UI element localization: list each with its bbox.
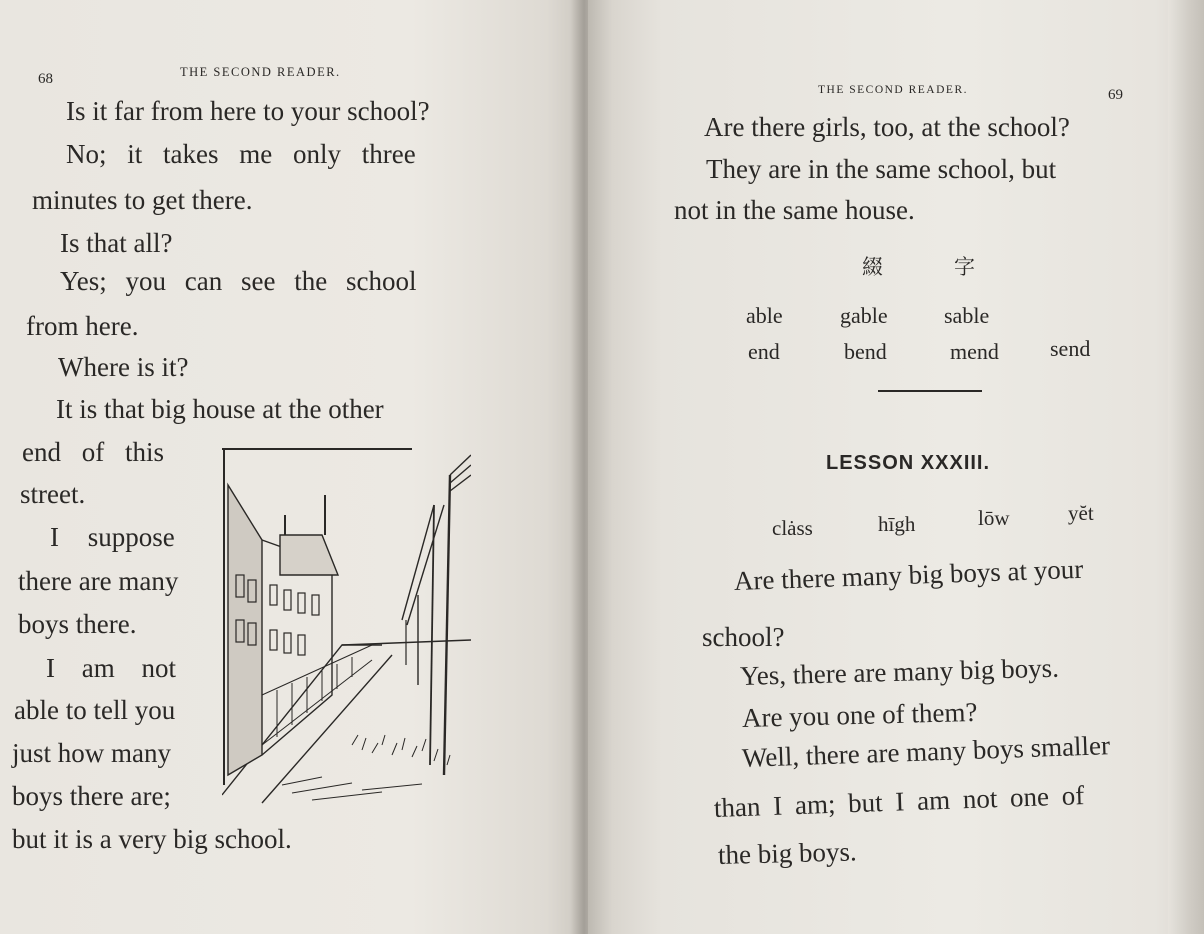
text-line: Are there many big boys at your [733, 553, 1084, 596]
spelling-word: sable [944, 303, 990, 328]
street-illustration [222, 445, 471, 808]
running-head: THE SECOND READER. [180, 65, 341, 79]
text-line: from here. [26, 311, 139, 341]
section-rule [878, 390, 982, 392]
lesson-title: LESSON XXXIII. [826, 452, 991, 474]
keyword: lōw [978, 506, 1010, 530]
text-line: I am not [46, 653, 176, 683]
text-line: not in the same house. [674, 195, 915, 225]
text-line: school? [702, 622, 785, 652]
text-line: Yes; you can see the school [60, 266, 417, 296]
spelling-word: send [1050, 336, 1091, 361]
text-line: Are you one of them? [741, 696, 978, 733]
text-line: but it is a very big school. [12, 824, 292, 854]
page-number: 68 [38, 71, 53, 87]
text-line: Are there girls, too, at the school? [704, 112, 1070, 142]
spelling-word: mend [950, 339, 999, 364]
spelling-word: gable [840, 303, 888, 328]
text-line: just how many [12, 738, 171, 768]
left-page [0, 0, 588, 934]
cjk-heading-char: 字 [954, 255, 975, 279]
page-edge [1168, 0, 1204, 934]
text-line: than I am; but I am not one of [713, 780, 1085, 823]
text-line: Where is it? [58, 352, 189, 382]
text-line: minutes to get there. [32, 185, 253, 215]
spelling-word: bend [844, 339, 887, 364]
page-number: 69 [1108, 87, 1123, 103]
spelling-word: end [748, 339, 780, 364]
text-line: Well, there are many boys smaller [741, 730, 1111, 773]
text-line: end of this [22, 437, 164, 467]
text-line: able to tell you [14, 695, 176, 725]
text-line: there are many [18, 566, 179, 596]
text-line: boys there. [18, 609, 137, 639]
text-line: Yes, there are many big boys. [739, 652, 1060, 691]
text-line: It is that big house at the other [56, 394, 384, 424]
text-line: I suppose [50, 522, 175, 552]
text-line: No; it takes me only three [66, 139, 416, 169]
text-line: boys there are; [12, 781, 171, 811]
cjk-heading-char: 綴 [862, 255, 883, 279]
running-head: THE SECOND READER. [818, 84, 968, 96]
spelling-word: able [746, 303, 783, 328]
right-page [588, 0, 1204, 934]
keyword: yĕt [1068, 501, 1094, 525]
text-line: They are in the same school, but [706, 154, 1057, 184]
text-line: Is that all? [60, 228, 173, 258]
keyword: clȧss [772, 516, 813, 540]
text-line: street. [20, 479, 86, 509]
text-line: the big boys. [717, 836, 858, 870]
keyword: hīgh [878, 512, 916, 536]
text-line: Is it far from here to your school? [66, 96, 430, 126]
